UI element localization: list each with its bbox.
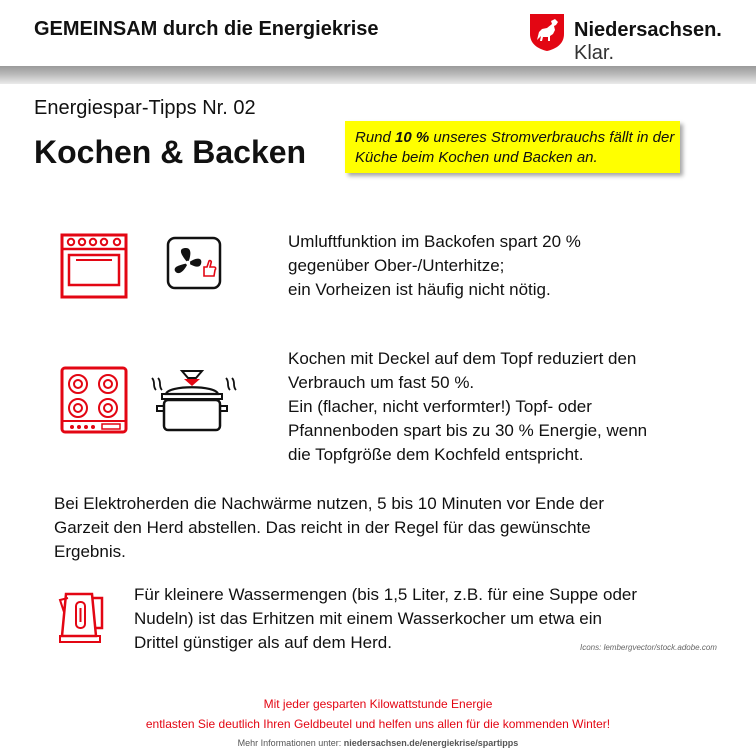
tip-lid-text: [288, 347, 728, 467]
tip-line: Ein (flacher, nicht verformter!) Topf- oder: [288, 397, 592, 416]
page-title: Kochen & Backen: [34, 134, 307, 170]
tip-line: Pfannenboden spart bis zu 30 % Energie, wenn: [288, 421, 648, 440]
logo-wordmark-light: Klar.: [574, 42, 615, 64]
tip-line: Umluftfunktion im Backofen spart 20 %: [288, 232, 581, 251]
niedersachsen-wordmark: [574, 19, 756, 65]
tip-line: Garzeit den Herd abstellen. Das reicht in der Regel für das gewünschte: [54, 518, 591, 537]
tip-line: Kochen mit Deckel auf dem Topf reduziert den: [288, 349, 637, 368]
pot-with-lid-icon: [148, 364, 240, 436]
footer-line-2: entlasten Sie deutlich Ihren Geldbeutel und helfen uns allen für die kommenden Winter!: [145, 717, 611, 731]
tip-line: Für kleinere Wassermengen (bis 1,5 Liter, z.B. für eine Suppe oder: [134, 585, 638, 604]
tips-subtitle: Energiespar-Tipps Nr. 02: [34, 97, 256, 119]
tip-line: Ergebnis.: [54, 542, 126, 561]
tip-line: Bei Elektroherden die Nachwärme nutzen, 5 bis 10 Minuten vor Ende der: [54, 494, 604, 513]
tip-oven-text: [288, 230, 728, 302]
tip-line: Verbrauch um fast 50 %.: [288, 373, 475, 392]
stovetop-icon: [60, 366, 128, 434]
logo-wordmark-bold: Niedersachsen.: [574, 19, 722, 41]
oven-icon: [60, 233, 128, 299]
tip-line: gegenüber Ober-/Unterhitze;: [288, 256, 505, 275]
tip-line: Nudeln) ist das Erhitzen mit einem Wasserkocher um etwa ein: [134, 609, 602, 628]
fan-thumbs-up-icon: [166, 236, 222, 290]
header-shadow-band: [0, 66, 756, 84]
icon-credit: Icons: lembergvector/stock.adobe.com: [580, 643, 717, 652]
footer-link[interactable]: niedersachsen.de/energiekrise/spartipps: [343, 738, 519, 748]
tip-line: Drittel günstiger als auf dem Herd.: [134, 633, 392, 652]
tip-line: die Topfgröße dem Kochfeld entspricht.: [288, 445, 584, 464]
niedersachsen-horse-logo-icon: [528, 12, 566, 52]
callout-highlight: 10 %: [395, 129, 430, 146]
header-bar: [0, 0, 756, 66]
callout-box: [345, 121, 680, 173]
footer-more-info: [0, 738, 756, 748]
footer-more-info-prefix: Mehr Informationen unter:: [237, 738, 344, 748]
footer-line-1: Mit jeder gesparten Kilowattstunde Energie: [263, 697, 493, 711]
callout-text-before: Rund: [355, 129, 396, 146]
callout-text: [355, 128, 675, 168]
tip-line: ein Vorheizen ist häufig nicht nötig.: [288, 280, 551, 299]
header-title: GEMEINSAM durch die Energiekrise: [34, 18, 379, 40]
callout-text-after: unseres Stromverbrauchs fällt in der Küche beim Kochen und Backen an.: [355, 129, 675, 166]
kettle-icon: [56, 588, 112, 644]
tip-residual-heat-text: [54, 492, 714, 564]
